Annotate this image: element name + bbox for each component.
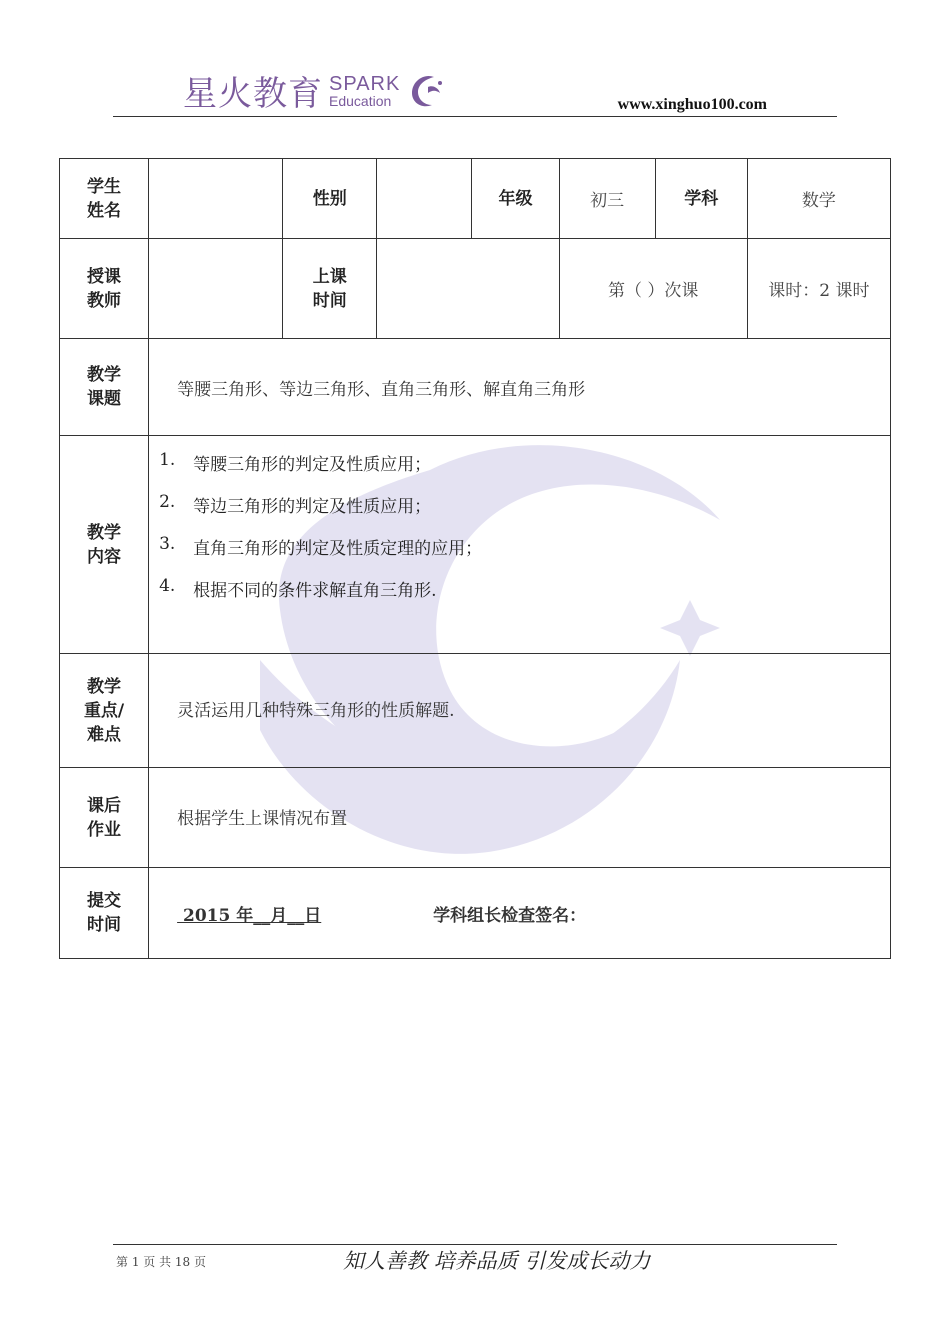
teacher-label: 授课 教师 — [60, 239, 149, 339]
content-list — [149, 436, 890, 618]
table-row — [60, 339, 891, 436]
list-item-text: 直角三角形的判定及性质定理的应用； — [193, 539, 483, 559]
list-item — [159, 534, 890, 576]
class-time-label: 上课 时间 — [283, 239, 377, 339]
lesson-plan-table — [59, 158, 891, 959]
table-row — [60, 436, 891, 654]
content-label: 教学 内容 — [60, 436, 149, 654]
page-header — [113, 60, 837, 118]
list-item-text: 等腰三角形的判定及性质应用； — [193, 455, 432, 475]
brand-logo — [183, 66, 446, 115]
list-item-text: 根据不同的条件求解直角三角形. — [193, 581, 437, 601]
supervisor-signature-label: 学科组长检查签名： — [433, 905, 587, 926]
header-divider — [113, 116, 837, 117]
table-row — [60, 654, 891, 768]
table-row — [60, 868, 891, 959]
submit-time-label: 提交 时间 — [60, 868, 149, 959]
grade-label: 年级 — [472, 159, 559, 239]
student-name-value[interactable] — [149, 159, 283, 239]
table-row — [60, 239, 891, 339]
homework-value: 根据学生上课情况布置 — [149, 768, 891, 868]
footer-motto: 知人善教 培养品质 引发成长动力 — [343, 1249, 651, 1273]
page-number: 第 1 页 共 18 页 — [116, 1255, 206, 1269]
topic-label: 教学 课题 — [60, 339, 149, 436]
focus-value: 灵活运用几种特殊三角形的性质解题. — [149, 654, 891, 768]
list-item-number: 1. — [159, 450, 176, 470]
logo-chinese-text: 星火教育 — [183, 74, 323, 114]
focus-label: 教学 重点/ 难点 — [60, 654, 149, 768]
class-hours: 课时：2 课时 — [747, 239, 890, 339]
grade-value[interactable]: 初三 — [559, 159, 655, 239]
topic-value: 等腰三角形、等边三角形、直角三角形、解直角三角形 — [149, 339, 891, 436]
list-item — [159, 492, 890, 534]
list-item-number: 2. — [159, 492, 176, 512]
class-time-value[interactable] — [377, 239, 559, 339]
spark-logo-icon — [406, 71, 446, 111]
submit-date[interactable]: 2015 年__月__日 — [177, 905, 322, 926]
logo-education-text: Education — [329, 92, 392, 109]
table-row — [60, 768, 891, 868]
list-item-number: 3. — [159, 534, 176, 554]
list-item — [159, 576, 890, 618]
student-name-label: 学生 姓名 — [60, 159, 149, 239]
list-item-number: 4. — [159, 576, 176, 596]
content-cell — [149, 436, 891, 654]
session-number: 第（ ）次课 — [559, 239, 747, 339]
list-item — [159, 450, 890, 492]
logo-spark-text: SPARK — [329, 72, 401, 95]
gender-label: 性别 — [283, 159, 377, 239]
gender-value[interactable] — [377, 159, 472, 239]
subject-value[interactable]: 数学 — [747, 159, 890, 239]
subject-label: 学科 — [655, 159, 747, 239]
website-url: www.xinghuo100.com — [617, 96, 767, 113]
teacher-value[interactable] — [149, 239, 283, 339]
homework-label: 课后 作业 — [60, 768, 149, 868]
table-row — [60, 159, 891, 239]
logo-english-text — [329, 74, 400, 108]
list-item-text: 等边三角形的判定及性质应用； — [193, 497, 432, 517]
submit-cell — [149, 868, 891, 959]
